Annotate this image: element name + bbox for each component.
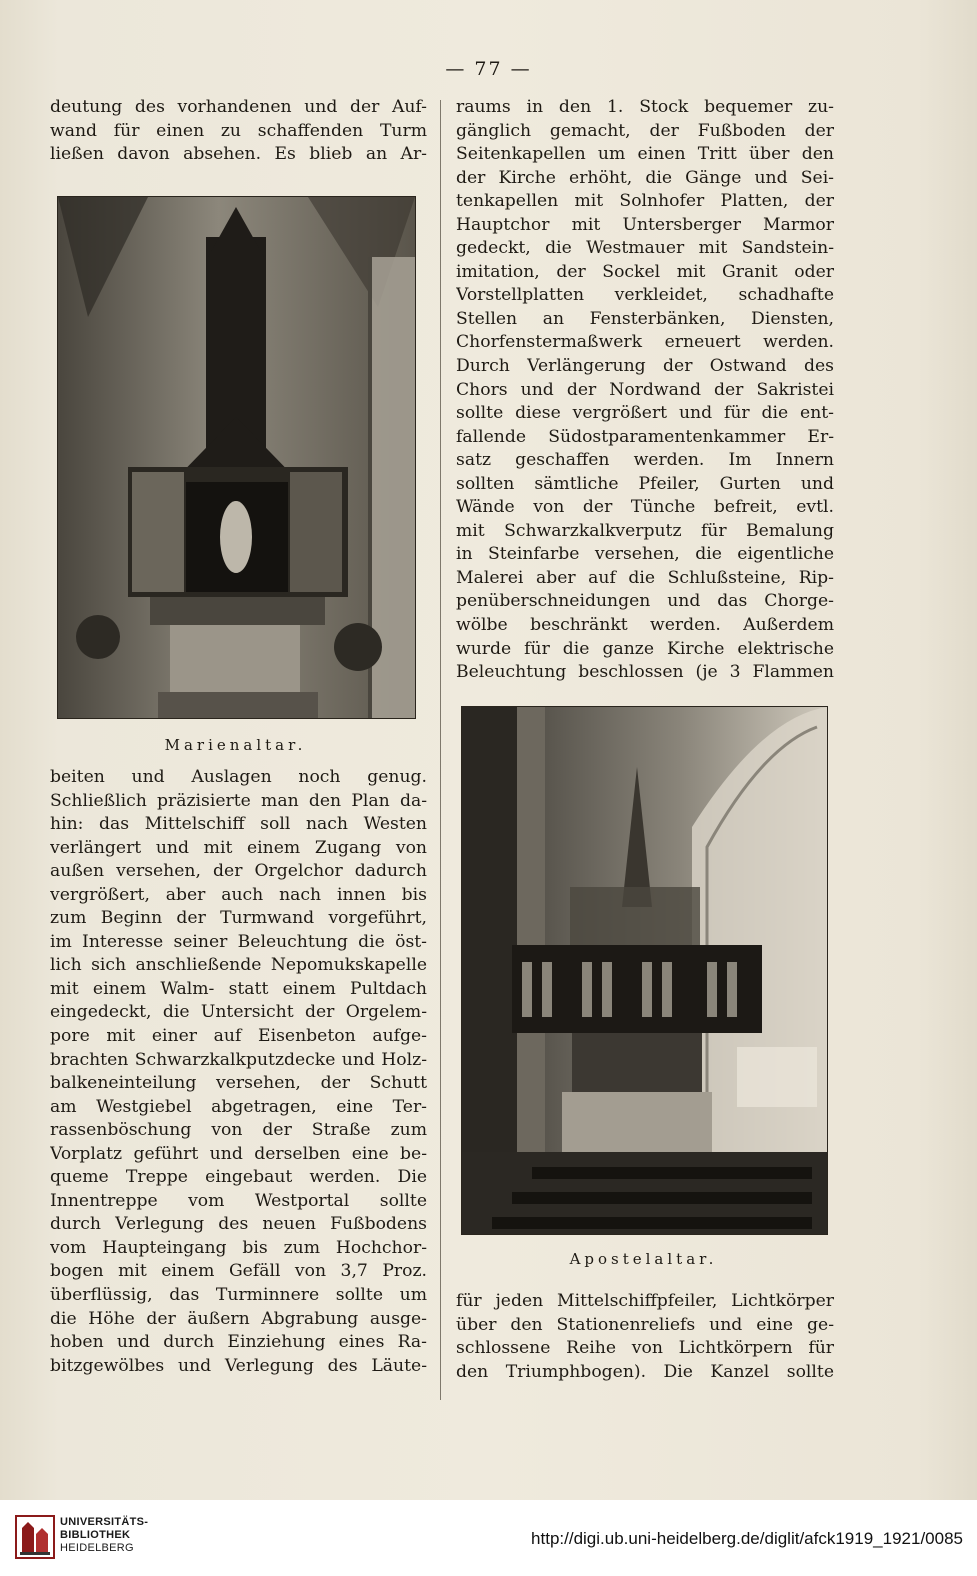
right-column-top-text	[456, 96, 834, 685]
text-line: Chors und der Nordwand der Sakristei	[456, 379, 834, 400]
text-line: die Höhe der äußern Abgrabung ausge-	[50, 1308, 427, 1329]
text-line: in Steinfarbe versehen, die eigentliche	[456, 544, 834, 565]
text-line: durch Verlegung des neuen Fußbodens	[50, 1214, 427, 1235]
text-line: am Westgiebel abgetragen, eine Ter-	[50, 1096, 427, 1117]
source-url-link[interactable]: http://digi.ub.uni-heidelberg.de/diglit/afck1919_1921/0085	[531, 1529, 963, 1548]
text-line: beiten und Auslagen noch genug.	[50, 767, 427, 787]
right-column-bottom-text	[456, 1290, 834, 1384]
text-line: Innentreppe vom Westportal sollte	[50, 1190, 427, 1211]
text-line: balkeneinteilung versehen, der Schutt	[50, 1073, 427, 1094]
text-line: fallende Südostparamentenkammer Er-	[456, 426, 834, 447]
library-name-line3: HEIDELBERG	[60, 1542, 134, 1554]
text-line: bitzgewölbes und Verlegung des Läute-	[50, 1355, 427, 1376]
text-line: Seitenkapellen um einen Tritt über den	[456, 144, 834, 165]
text-line: überflüssig, das Turminnere sollte um	[50, 1285, 427, 1306]
library-name	[60, 1516, 148, 1555]
library-name-line1: UNIVERSITÄTS-	[60, 1516, 149, 1528]
text-line: raums in den 1. Stock bequemer zu-	[456, 97, 834, 117]
text-line: Durch Verlängerung der Ostwand des	[456, 356, 834, 377]
text-line: Hauptchor mit Untersberger Marmor	[456, 214, 834, 235]
text-line: penüberschneidungen und das Chorge-	[456, 591, 834, 612]
text-line: queme Treppe eingebaut werden. Die	[50, 1167, 427, 1188]
text-line: wurde für die ganze Kirche elektrische	[456, 638, 834, 659]
text-line: imitation, der Sockel mit Granit oder	[456, 261, 834, 282]
text-line: lich sich anschließende Nepomukskapelle	[50, 955, 427, 976]
left-column-bottom-text	[50, 766, 427, 1378]
text-line: ließen davon absehen. Es blieb an Ar-	[50, 144, 427, 165]
text-line: deutung des vorhandenen und der Auf-	[50, 97, 427, 117]
text-line: Wände von der Tünche befreit, evtl.	[456, 497, 834, 518]
text-line: vom Haupteingang bis zum Hochchor-	[50, 1237, 427, 1258]
text-line: Stellen an Fensterbänken, Diensten,	[456, 308, 834, 329]
text-line: zum Beginn der Turmwand vorgeführt,	[50, 908, 427, 929]
column-divider	[440, 100, 441, 1400]
text-line: im Interesse seiner Beleuchtung die öst-	[50, 931, 427, 952]
text-line: vergrößert, aber auch nach innen bis	[50, 884, 427, 905]
text-line: Chorfenstermaßwerk erneuert werden.	[456, 332, 834, 353]
left-column-top-text	[50, 96, 427, 167]
text-line: sollte diese vergrößert und für die ent-	[456, 403, 834, 424]
page-number: — 77 —	[445, 58, 532, 80]
text-line: über den Stationenreliefs und eine ge-	[456, 1314, 834, 1335]
text-line: wölbe beschränkt werden. Außerdem	[456, 615, 834, 636]
apostelaltar-photo	[461, 706, 828, 1235]
text-line: tenkapellen mit Solnhofer Platten, der	[456, 191, 834, 212]
text-line: für jeden Mittelschiffpfeiler, Lichtkörper	[456, 1291, 834, 1311]
text-line: Schließlich präzisierte man den Plan da-	[50, 790, 427, 811]
apostelaltar-caption: Apostelaltar.	[569, 1250, 718, 1268]
text-line: pore mit einer auf Eisenbeton aufge-	[50, 1026, 427, 1047]
text-line: sollten sämtliche Pfeiler, Gurten und	[456, 473, 834, 494]
text-line: hin: das Mittelschiff soll nach Westen	[50, 814, 427, 835]
text-line: Vorstellplatten verkleidet, schadhafte	[456, 285, 834, 306]
text-line: hoben und durch Einziehung eines Ra-	[50, 1332, 427, 1353]
text-line: Vorplatz geführt und derselben eine be-	[50, 1143, 427, 1164]
text-line: der Kirche erhöht, die Gänge und Sei-	[456, 167, 834, 188]
marienaltar-photo	[57, 196, 416, 719]
text-line: verlängert und mit einem Zugang von	[50, 837, 427, 858]
text-line: schlossene Reihe von Lichtkörpern für	[456, 1338, 834, 1359]
text-line: außen versehen, der Orgelchor dadurch	[50, 861, 427, 882]
marienaltar-caption: Marienaltar.	[164, 736, 307, 754]
text-line: rassenböschung von der Straße zum	[50, 1120, 427, 1141]
library-name-line2: BIBLIOTHEK	[60, 1529, 131, 1541]
text-line: brachten Schwarzkalkputzdecke und Holz-	[50, 1049, 427, 1070]
text-line: mit Schwarzkalkverputz für Bemalung	[456, 520, 834, 541]
text-line: mit einem Walm- statt einem Pultdach	[50, 978, 427, 999]
university-library-logo-icon	[14, 1514, 56, 1560]
text-line: Malerei aber auf die Schlußsteine, Rip-	[456, 567, 834, 588]
text-line: bogen mit einem Gefäll von 3,7 Proz.	[50, 1261, 427, 1282]
text-line: gedeckt, die Westmauer mit Sandstein-	[456, 238, 834, 259]
text-line: eingedeckt, die Untersicht der Orgelem-	[50, 1002, 427, 1023]
text-line: gänglich gemacht, der Fußboden der	[456, 120, 834, 141]
text-line: Beleuchtung beschlossen (je 3 Flammen	[456, 662, 834, 683]
text-line: wand für einen zu schaffenden Turm	[50, 120, 427, 141]
text-line: satz geschaffen werden. Im Innern	[456, 450, 834, 471]
text-line: den Triumphbogen). Die Kanzel sollte	[456, 1361, 834, 1382]
